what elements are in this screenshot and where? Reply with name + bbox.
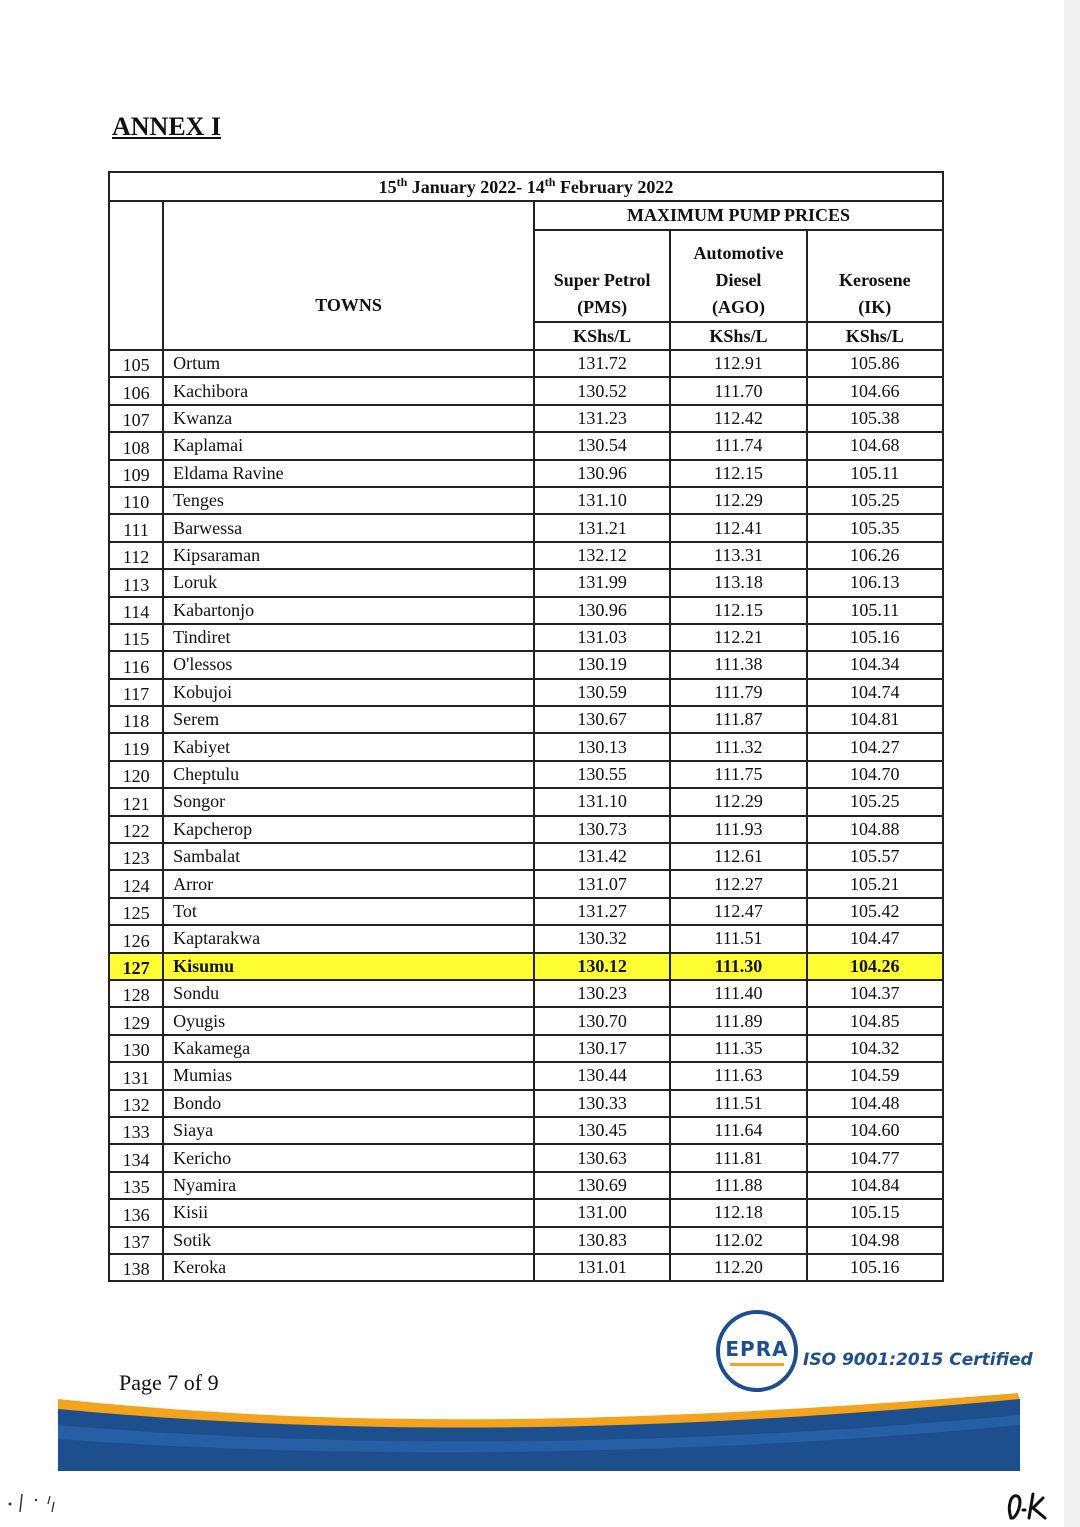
row-number: 121 [109,788,163,815]
town-name: Tenges [163,487,534,514]
pms-price: 130.52 [534,377,670,404]
pms-price: 130.70 [534,1007,670,1034]
town-name: Kachibora [163,377,534,404]
row-number: 116 [109,651,163,678]
row-number: 128 [109,980,163,1007]
row-number: 133 [109,1117,163,1144]
ago-price: 111.64 [670,1117,806,1144]
pms-price: 130.54 [534,432,670,459]
ik-price: 104.48 [807,1090,943,1117]
annex-title: ANNEX I [112,112,222,141]
pms-price: 130.13 [534,733,670,760]
ik-price: 105.15 [807,1199,943,1226]
ik-price: 104.60 [807,1117,943,1144]
ago-price: 112.15 [670,460,806,487]
ago-price: 113.18 [670,569,806,596]
ago-price: 112.20 [670,1254,806,1281]
pms-price: 131.42 [534,843,670,870]
town-name: Ortum [163,350,534,377]
ago-price: 111.87 [670,706,806,733]
epra-logo: EPRA [716,1310,798,1392]
town-name: Kisumu [163,953,534,980]
table-row [109,569,943,596]
town-name: Sondu [163,980,534,1007]
pms-price: 130.12 [534,953,670,980]
row-number: 123 [109,843,163,870]
ago-price: 112.29 [670,788,806,815]
pms-price: 131.23 [534,405,670,432]
row-number: 129 [109,1007,163,1034]
row-number: 118 [109,706,163,733]
ago-price: 112.41 [670,514,806,541]
row-number: 124 [109,870,163,897]
ik-unit: KShs/L [807,322,943,350]
table-row [109,1199,943,1226]
ik-price: 105.25 [807,788,943,815]
ago-price: 111.32 [670,733,806,760]
pms-price: 130.96 [534,597,670,624]
row-number: 105 [109,350,163,377]
town-name: Eldama Ravine [163,460,534,487]
pms-price: 130.69 [534,1172,670,1199]
pms-price: 131.99 [534,569,670,596]
pms-price: 131.10 [534,788,670,815]
table-row [109,816,943,843]
table-row [109,1090,943,1117]
row-number: 136 [109,1199,163,1226]
ik-price: 104.85 [807,1007,943,1034]
pms-header: Super Petrol (PMS) [534,230,670,322]
table-row [109,980,943,1007]
ago-price: 111.30 [670,953,806,980]
town-name: Kakamega [163,1035,534,1062]
pms-price: 131.00 [534,1199,670,1226]
towns-header: TOWNS [163,201,534,350]
pms-price: 130.73 [534,816,670,843]
table-row [109,1117,943,1144]
ik-price: 104.98 [807,1227,943,1254]
ik-price: 105.35 [807,514,943,541]
ik-price: 104.88 [807,816,943,843]
row-number: 131 [109,1062,163,1089]
town-name: Oyugis [163,1007,534,1034]
pms-price: 131.21 [534,514,670,541]
pms-price: 130.96 [534,460,670,487]
ago-price: 111.63 [670,1062,806,1089]
row-number: 113 [109,569,163,596]
row-number: 111 [109,514,163,541]
pms-price: 130.83 [534,1227,670,1254]
row-number: 112 [109,542,163,569]
ik-price: 104.26 [807,953,943,980]
ago-price: 111.88 [670,1172,806,1199]
pms-price: 130.63 [534,1144,670,1171]
ik-price: 104.59 [807,1062,943,1089]
ik-price: 105.25 [807,487,943,514]
table-row [109,1062,943,1089]
scan-edge [1064,0,1080,1527]
pms-price: 130.19 [534,651,670,678]
row-number: 106 [109,377,163,404]
row-number: 134 [109,1144,163,1171]
table-row [109,514,943,541]
town-name: Keroka [163,1254,534,1281]
pms-price: 132.12 [534,542,670,569]
ik-price: 104.77 [807,1144,943,1171]
ik-price: 104.32 [807,1035,943,1062]
row-number: 126 [109,925,163,952]
ago-price: 111.70 [670,377,806,404]
pms-unit: KShs/L [534,322,670,350]
town-name: Kobujoi [163,679,534,706]
table-row [109,706,943,733]
row-number: 109 [109,460,163,487]
town-name: Tindiret [163,624,534,651]
town-name: Kipsaraman [163,542,534,569]
town-name: Cheptulu [163,761,534,788]
ik-price: 105.16 [807,624,943,651]
table-row [109,405,943,432]
number-header-cell [109,201,163,350]
ik-price: 104.27 [807,733,943,760]
row-number: 107 [109,405,163,432]
ago-price: 112.02 [670,1227,806,1254]
ago-price: 111.40 [670,980,806,1007]
ik-price: 104.37 [807,980,943,1007]
ago-price: 111.93 [670,816,806,843]
table-row [109,788,943,815]
table-row [109,843,943,870]
ik-price: 105.16 [807,1254,943,1281]
row-number: 127 [109,953,163,980]
ago-price: 111.75 [670,761,806,788]
town-name: Bondo [163,1090,534,1117]
ik-price: 106.26 [807,542,943,569]
town-name: Kaplamai [163,432,534,459]
page-number: Page 7 of 9 [119,1370,219,1395]
ago-price: 113.31 [670,542,806,569]
table-row [109,1144,943,1171]
pms-price: 130.17 [534,1035,670,1062]
town-name: Kaptarakwa [163,925,534,952]
town-name: Kabiyet [163,733,534,760]
pms-price: 131.01 [534,1254,670,1281]
town-name: Sambalat [163,843,534,870]
ago-price: 112.42 [670,405,806,432]
pms-price: 130.44 [534,1062,670,1089]
iso-certification: ISO 9001:2015 Certified [803,1350,1033,1370]
ik-price: 104.47 [807,925,943,952]
table-row [109,487,943,514]
ik-price: 105.21 [807,870,943,897]
ik-header: Kerosene (IK) [807,230,943,322]
pms-price: 130.45 [534,1117,670,1144]
town-name: Kisii [163,1199,534,1226]
row-number: 117 [109,679,163,706]
table-row [109,597,943,624]
town-name: O'lessos [163,651,534,678]
row-number: 135 [109,1172,163,1199]
table-row [109,679,943,706]
ago-price: 112.15 [670,597,806,624]
table-row [109,651,943,678]
pms-price: 130.32 [534,925,670,952]
table-row [109,898,943,925]
ik-price: 105.42 [807,898,943,925]
pms-price: 130.67 [534,706,670,733]
ago-price: 111.79 [670,679,806,706]
ik-price: 105.38 [807,405,943,432]
pms-price: 130.33 [534,1090,670,1117]
town-name: Serem [163,706,534,733]
ago-price: 112.27 [670,870,806,897]
ago-unit: KShs/L [670,322,806,350]
ago-price: 111.51 [670,1090,806,1117]
ik-price: 105.86 [807,350,943,377]
town-name: Sotik [163,1227,534,1254]
initials-signature [1005,1488,1055,1524]
town-name: Tot [163,898,534,925]
table-row [109,542,943,569]
town-name: Songor [163,788,534,815]
pms-price: 131.07 [534,870,670,897]
town-name: Nyamira [163,1172,534,1199]
pms-price: 130.55 [534,761,670,788]
table-row [109,432,943,459]
pms-price: 131.03 [534,624,670,651]
table-row [109,624,943,651]
ago-price: 112.47 [670,898,806,925]
scan-marks [6,1488,66,1518]
ik-price: 105.11 [807,460,943,487]
table-row [109,761,943,788]
ik-price: 104.68 [807,432,943,459]
ik-price: 105.11 [807,597,943,624]
ago-price: 112.21 [670,624,806,651]
town-name: Kabartonjo [163,597,534,624]
pms-price: 131.10 [534,487,670,514]
footer-wave-banner [58,1385,1020,1471]
ik-price: 106.13 [807,569,943,596]
pms-price: 130.59 [534,679,670,706]
logo-underline [730,1363,784,1366]
ago-price: 111.89 [670,1007,806,1034]
table-row [109,953,943,980]
pump-prices-table [108,171,944,1282]
ago-price: 111.38 [670,651,806,678]
town-name: Kwanza [163,405,534,432]
pms-price: 130.23 [534,980,670,1007]
max-prices-header: MAXIMUM PUMP PRICES [534,201,943,230]
table-row [109,1007,943,1034]
ago-price: 111.35 [670,1035,806,1062]
town-name: Barwessa [163,514,534,541]
town-name: Kericho [163,1144,534,1171]
ik-price: 104.34 [807,651,943,678]
table-row [109,733,943,760]
row-number: 137 [109,1227,163,1254]
table-row [109,460,943,487]
ik-price: 104.84 [807,1172,943,1199]
row-number: 115 [109,624,163,651]
ago-price: 111.51 [670,925,806,952]
pms-price: 131.72 [534,350,670,377]
row-number: 108 [109,432,163,459]
town-name: Loruk [163,569,534,596]
ago-price: 112.18 [670,1199,806,1226]
row-number: 114 [109,597,163,624]
row-number: 110 [109,487,163,514]
pms-price: 131.27 [534,898,670,925]
table-row [109,870,943,897]
ik-price: 104.66 [807,377,943,404]
row-number: 132 [109,1090,163,1117]
ago-price: 112.91 [670,350,806,377]
ago-price: 112.29 [670,487,806,514]
table-row [109,1254,943,1281]
ago-price: 112.61 [670,843,806,870]
row-number: 119 [109,733,163,760]
row-number: 125 [109,898,163,925]
ago-header: Automotive Diesel (AGO) [670,230,806,322]
table-row [109,925,943,952]
ago-price: 111.74 [670,432,806,459]
table-row [109,1172,943,1199]
period-header: 15th January 2022- 14th February 2022 [109,172,943,201]
table-row [109,377,943,404]
ik-price: 105.57 [807,843,943,870]
town-name: Arror [163,870,534,897]
row-number: 120 [109,761,163,788]
row-number: 138 [109,1254,163,1281]
row-number: 130 [109,1035,163,1062]
ago-price: 111.81 [670,1144,806,1171]
town-name: Mumias [163,1062,534,1089]
town-name: Siaya [163,1117,534,1144]
row-number: 122 [109,816,163,843]
town-name: Kapcherop [163,816,534,843]
table-row [109,1227,943,1254]
table-row [109,1035,943,1062]
ik-price: 104.74 [807,679,943,706]
ik-price: 104.70 [807,761,943,788]
table-row [109,350,943,377]
ik-price: 104.81 [807,706,943,733]
